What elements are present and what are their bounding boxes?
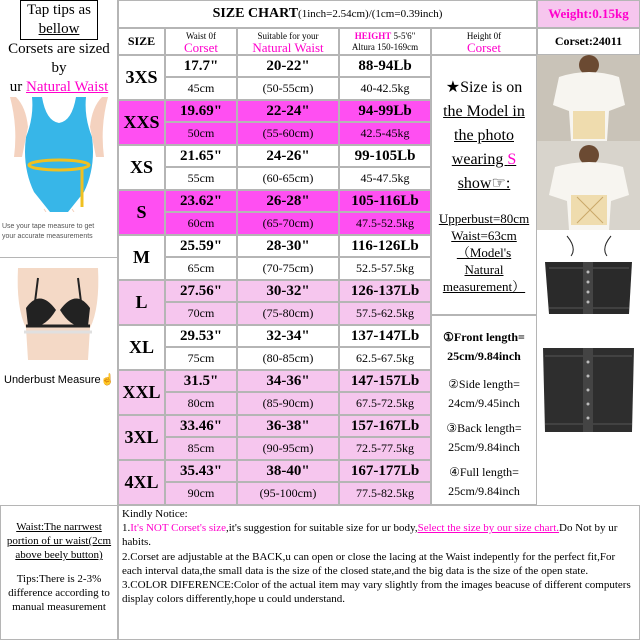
col-height-b: 5-5'6": [391, 30, 416, 41]
weight-lb: 94-99Lb: [339, 100, 431, 122]
full-length-label: ④Full length=: [449, 465, 519, 479]
natural-waist-inch: 34-36": [237, 370, 339, 392]
notice-1-end: Do Not by ur habits.: [122, 522, 618, 549]
natural-waist-cm: (60-65cm): [237, 167, 339, 190]
col-natural-bottom: Natural Waist: [252, 39, 324, 55]
natural-waist-inch: 36-38": [237, 415, 339, 437]
weight-lb: 137-147Lb: [339, 325, 431, 347]
tips-note: Tips:There is 2-3% difference according to manual measurement: [8, 573, 110, 613]
waist-cm: 80cm: [165, 392, 237, 415]
weight-kg: 57.5-62.5kg: [339, 302, 431, 325]
waist-note-line1: Waist:The narrwest: [16, 521, 102, 533]
model-note2: Natural: [464, 262, 504, 277]
natural-waist-cm: (70-75cm): [237, 257, 339, 280]
size-label: S: [118, 190, 165, 235]
waist-inch: 27.56": [165, 280, 237, 302]
waist-cm: 50cm: [165, 122, 237, 145]
model-info-wearing: wearing: [451, 151, 508, 168]
weight-lb: 105-116Lb: [339, 190, 431, 212]
model-photo: [537, 55, 640, 230]
natural-waist-cm: (75-80cm): [237, 302, 339, 325]
size-label: XS: [118, 145, 165, 190]
tap-tips-line1: Tap tips as: [27, 2, 91, 18]
waist-inch: 35.43": [165, 460, 237, 482]
tape-caption: [2, 222, 116, 242]
tap-tips-line2: bellow: [38, 21, 80, 37]
waist-inch: 21.65": [165, 145, 237, 167]
waist-cm: 75cm: [165, 347, 237, 370]
natural-waist-cm: (90-95cm): [237, 437, 339, 460]
weight-kg: 42.5-45kg: [339, 122, 431, 145]
notice-1-prefix: 1.: [122, 522, 131, 535]
model-note1: （Model's: [456, 245, 512, 260]
weight-kg: 45-47.5kg: [339, 167, 431, 190]
tap-tips-line4: by: [51, 60, 67, 76]
side-length-label: ②Side length=: [448, 377, 520, 391]
waist-cm: 45cm: [165, 77, 237, 100]
corset-photo: [537, 232, 640, 332]
waist-cm: 90cm: [165, 482, 237, 505]
model-info-line1: ★Size is on: [445, 79, 523, 96]
model-info-line2: the Model in: [443, 103, 525, 120]
natural-waist-inch: 26-28": [237, 190, 339, 212]
col-height-a: HEIGHT: [354, 30, 392, 41]
underbust-text: Underbust Measure: [4, 374, 101, 386]
notice-1-highlight2: Select the size by our size chart.: [417, 522, 560, 535]
waist-inch: 33.46": [165, 415, 237, 437]
title-conversion: (1inch=2.54cm)/(1cm=0.39inch): [298, 8, 443, 20]
col-natural-top: Suitable for your: [257, 30, 319, 41]
weight-kg: 67.5-72.5kg: [339, 392, 431, 415]
model-upperbust: Upperbust=80cm: [438, 211, 530, 226]
natural-waist-cm: (85-90cm): [237, 392, 339, 415]
natural-waist-cm: (65-70cm): [237, 212, 339, 235]
waist-cm: 65cm: [165, 257, 237, 280]
pointing-hand-icon: ☝: [100, 374, 115, 386]
full-length-value: 25cm/9.84inch: [448, 484, 520, 498]
front-length-value: 25cm/9.84inch: [447, 349, 521, 363]
model-waist: Waist=63cm: [451, 228, 517, 243]
waist-inch: 19.69": [165, 100, 237, 122]
weight-kg: 62.5-67.5kg: [339, 347, 431, 370]
size-label: XXL: [118, 370, 165, 415]
natural-waist-cm: (80-85cm): [237, 347, 339, 370]
size-label: 3XS: [118, 55, 165, 100]
natural-waist-cm: (95-100cm): [237, 482, 339, 505]
waist-cm: 85cm: [165, 437, 237, 460]
col-height-header: [339, 28, 431, 55]
weight-lb: 147-157Lb: [339, 370, 431, 392]
tap-tips-heading: [20, 0, 98, 40]
model-info-size: S: [507, 151, 517, 168]
natural-waist-inch: 22-24": [237, 100, 339, 122]
waist-note-line3: above beely button): [15, 549, 103, 561]
col-waist-bottom: Corset: [184, 39, 218, 55]
side-length-value: 24cm/9.45inch: [448, 396, 520, 410]
model-note3: measurement）: [442, 279, 526, 294]
waist-cm: 60cm: [165, 212, 237, 235]
weight-lb: 167-177Lb: [339, 460, 431, 482]
size-chart-title: [118, 0, 537, 28]
waist-inch: 17.7": [165, 55, 237, 77]
natural-waist-inch: 30-32": [237, 280, 339, 302]
back-length-label: ③Back length=: [446, 421, 522, 435]
model-info-line3: the photo: [454, 127, 514, 144]
notice-1-mid: ,it's suggestion for suitable size for ur body,: [225, 522, 418, 535]
notice-1-highlight: It's NOT Corset's size: [130, 522, 226, 535]
tap-tips-line3: Corsets are sized: [8, 41, 110, 57]
natural-waist-cm: (50-55cm): [237, 77, 339, 100]
tap-tips-ur: ur: [9, 79, 26, 95]
waist-cm: 70cm: [165, 302, 237, 325]
waist-cm: 55cm: [165, 167, 237, 190]
size-label: L: [118, 280, 165, 325]
waist-inch: 31.5": [165, 370, 237, 392]
waist-note: [0, 505, 118, 640]
corset-id: Corset:24011: [537, 28, 640, 55]
natural-waist-label: Natural Waist: [26, 79, 109, 95]
size-label: XXS: [118, 100, 165, 145]
col-waist-top: Waist 0f: [185, 30, 217, 41]
natural-waist-cm: (55-60cm): [237, 122, 339, 145]
tape-caption-line1: Use your tape measure to get: [2, 223, 95, 230]
col-height-corset-header: [431, 28, 537, 55]
weight-lb: 126-137Lb: [339, 280, 431, 302]
size-label: 3XL: [118, 415, 165, 460]
natural-waist-inch: 32-34": [237, 325, 339, 347]
col-hc-bottom: Corset: [467, 39, 501, 55]
col-waist-header: [165, 28, 237, 55]
size-label: 4XL: [118, 460, 165, 505]
col-size-header: SIZE: [118, 28, 165, 55]
weight-kg: 72.5-77.5kg: [339, 437, 431, 460]
model-info-line5: show☞:: [457, 175, 511, 192]
weight-kg: 77.5-82.5kg: [339, 482, 431, 505]
waist-note-line2: portion of ur waist(2cm: [6, 535, 112, 547]
natural-waist-inch: 28-30": [237, 235, 339, 257]
natural-waist-inch: 24-26": [237, 145, 339, 167]
tap-tips-line5: [0, 78, 118, 97]
natural-waist-inch: 20-22": [237, 55, 339, 77]
bra-figure-icon: [8, 268, 108, 360]
weight-label: Weight:0.15kg: [537, 0, 640, 28]
tap-tips: [0, 0, 118, 96]
notice-2: 2.Corset are adjustable at the BACK,u can open or close the lacing at the Waist indepently for the perfect fit,For each interval data,the small data is the size of the closed state,and the big data is the size of the open state.: [122, 550, 616, 577]
weight-kg: 40-42.5kg: [339, 77, 431, 100]
front-length-label: ①Front length=: [443, 330, 525, 344]
col-hc-top: Height 0f: [466, 30, 502, 41]
col-natural-header: [237, 28, 339, 55]
title-bold: SIZE CHART: [212, 6, 299, 21]
waist-inch: 29.53": [165, 325, 237, 347]
body-figure-icon: [4, 97, 114, 212]
notice-1: [122, 521, 636, 549]
col-height-c: Altura 150-169cm: [351, 41, 419, 52]
weight-kg: 52.5-57.5kg: [339, 257, 431, 280]
weight-kg: 47.5-52.5kg: [339, 212, 431, 235]
lengths-info: [431, 315, 537, 505]
corset-photo-back: [537, 334, 640, 444]
kindly-notice: [118, 505, 640, 640]
size-label: M: [118, 235, 165, 280]
notice-3: 3.COLOR DIFERENCE:Color of the actual item may vary slightly from the images beacuse of different computers display colors differently,hope u could understand.: [122, 579, 631, 606]
kindly-notice-title: Kindly Notice:: [122, 508, 188, 520]
back-length-value: 25cm/9.84inch: [448, 440, 520, 454]
weight-lb: 116-126Lb: [339, 235, 431, 257]
model-info: [431, 55, 537, 315]
waist-inch: 23.62": [165, 190, 237, 212]
weight-lb: 99-105Lb: [339, 145, 431, 167]
underbust-label: [4, 373, 118, 386]
size-label: XL: [118, 325, 165, 370]
tape-caption-line2: your accurate measurements: [2, 233, 93, 240]
waist-inch: 25.59": [165, 235, 237, 257]
weight-lb: 88-94Lb: [339, 55, 431, 77]
weight-lb: 157-167Lb: [339, 415, 431, 437]
left-divider: [0, 257, 118, 258]
natural-waist-inch: 38-40": [237, 460, 339, 482]
